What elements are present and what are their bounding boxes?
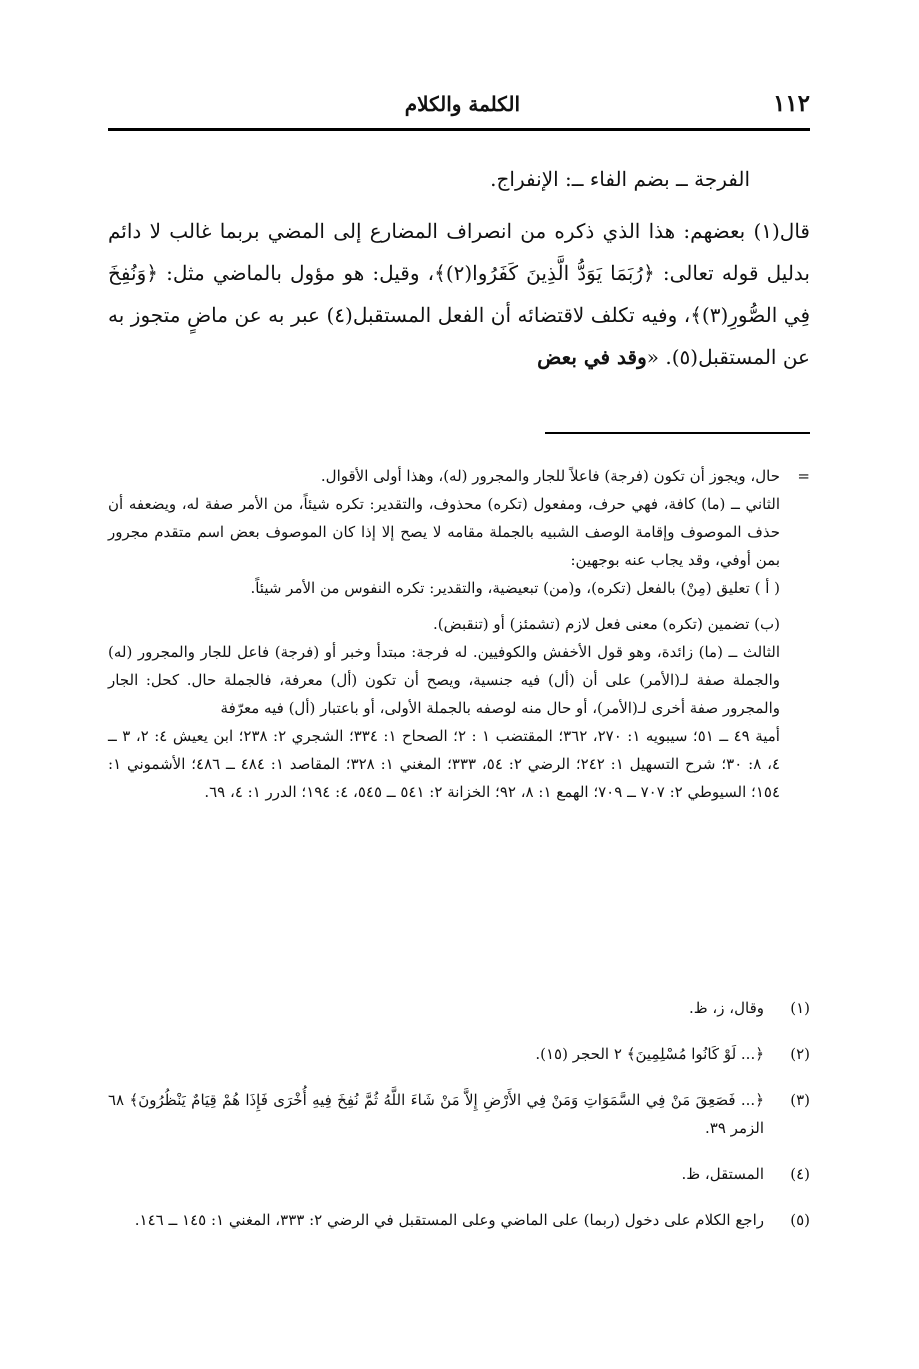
footnote-separator [545,432,810,434]
main-bold-tail: وقد في بعض [537,345,647,369]
footnote-item [108,1206,810,1234]
footnote-item [108,1160,810,1188]
footnote-text: راجع الكلام على دخول (ربما) على الماضي وعلى المستقبل في الرضي ٢: ٣٣٣، المغني ١: ١٤٥ ــ ١٤٦. [134,1211,764,1229]
main-paragraph-text: قال(١) بعضهم: هذا الذي ذكره من انصراف المضارع إلى المضي بربما غالب لا دائم بدليل قوله تعالى: ﴿رُبَمَا يَوَدُّ الَّذِينَ كَفَرُوا(٢)﴾، وقيل: هو مؤول بالماضي مثل: ﴿وَنُفِخَ فِي الصُّورِ(٣)﴾، وفيه تكلف لاقتضائه أن الفعل المستقبل(٤) عبر به عن ماضٍ متجوز به عن المستقبل(٥). « [108,219,810,369]
note-paragraph-1: =حال، ويجوز أن تكون (فرجة) فاعلاً للجار والمجرور (له)، وهذا أولى الأقوال. [108,462,810,490]
note-paragraph-2: الثاني ــ (ما) كافة، فهي حرف، ومفعول (تكره) محذوف، والتقدير: تكره شيئاً، من الأمر صفة له، ويضعفه أن حذف الموصوف وإقامة الوصف الشبيه بالجملة مقامه لا يصح إلا إذا كان الموصوف بعض اسم متقدم مجرور بمن أوفي، وقد يجاب عنه بوجهين: [108,495,780,569]
footnote-text: المستقل، ظ. [681,1165,764,1183]
footnote-text: ﴿... لَوْ كَانُوا مُسْلِمِينَ﴾ ٢ الحجر (١٥). [535,1045,764,1063]
page-number: ١١٢ [772,90,810,117]
main-line-1: الفرجة ــ بضم الفاء ــ: الإنفراج. [490,167,750,191]
footnote-number: (٤) [790,1165,810,1183]
footnote-number: (٣) [790,1091,810,1109]
footnote-item [108,1086,810,1142]
footnote-number: (٢) [790,1045,810,1063]
continuation-mark: = [797,467,810,485]
page-header [108,88,810,128]
continued-note [108,462,810,806]
footnote-item [108,994,810,1022]
note-paragraph-4: (ب) تضمين (تكره) معنى فعل لازم (تشمئز) أو (تنقبض). [432,615,780,633]
footnote-text: ﴿... فَصَعِقَ مَنْ فِي السَّمَوَاتِ وَمَنْ فِي الأَرْضِ إِلاَّ مَنْ شَاءَ اللَّهُ ثُمَّ نُفِخَ فِيهِ أُخْرَى فَإِذَا هُمْ قِيَامٌ يَنْظُرُونَ﴾ ٦٨ الزمر ٣٩. [108,1091,764,1137]
main-paragraph [108,210,810,378]
footnote-number: (١) [790,999,810,1017]
footnote-item [108,1040,810,1068]
header-rule [108,128,810,131]
note-paragraph-3: ( أ ) تعليق (مِنْ) بالفعل (تكره)، و(من) تبعيضية، والتقدير: تكره النفوس من الأمر شيئاً. [250,579,780,597]
main-text [108,158,810,378]
footnote-number: (٥) [790,1211,810,1229]
footnotes [108,994,810,1252]
note-paragraph-5: الثالث ــ (ما) زائدة، وهو قول الأخفش والكوفيين. له فرجة: مبتدأ وخبر أو (فرجة) فاعل للجار والمجرور (له) والجملة صفة لـ(الأمر) على أن (أل) فيه جنسية، ويصح أن تكون (أل) معرفة، فالجملة حال. كحل: الجار والمجرور صفة أخرى لـ(الأمر)، أو حال منه لوصفه بالجملة الأولى، أو باعتبار (أل) فيه معرّفة [108,643,780,717]
footnote-text: وقال، ز، ظ. [689,999,764,1017]
note-paragraph-6: أمية ٤٩ ــ ٥١؛ سيبويه ١: ٢٧٠، ٣٦٢؛ المقتضب ١ : ٢؛ الصحاح ١: ٣٣٤؛ الشجري ٢: ٢٣٨؛ ابن يعيش ٤: ٢، ٣ ــ ٤، ٨: ٣٠؛ شرح التسهيل ١: ٢٤٢؛ الرضي ٢: ٥٤، ٣٣٣؛ المغني ١: ٣٢٨؛ المقاصد ١: ٤٨٤ ــ ٤٨٦؛ الأشموني ١: ١٥٤؛ السيوطي ٢: ٧٠٧ ــ ٧٠٩؛ الهمع ١: ٨، ٩٢؛ الخزانة ٢: ٥٤١ ــ ٥٤٥، ٤: ١٩٤؛ الدرر ١: ٤، ٦٩. [108,727,781,801]
running-title: الكلمة والكلام [404,92,520,116]
